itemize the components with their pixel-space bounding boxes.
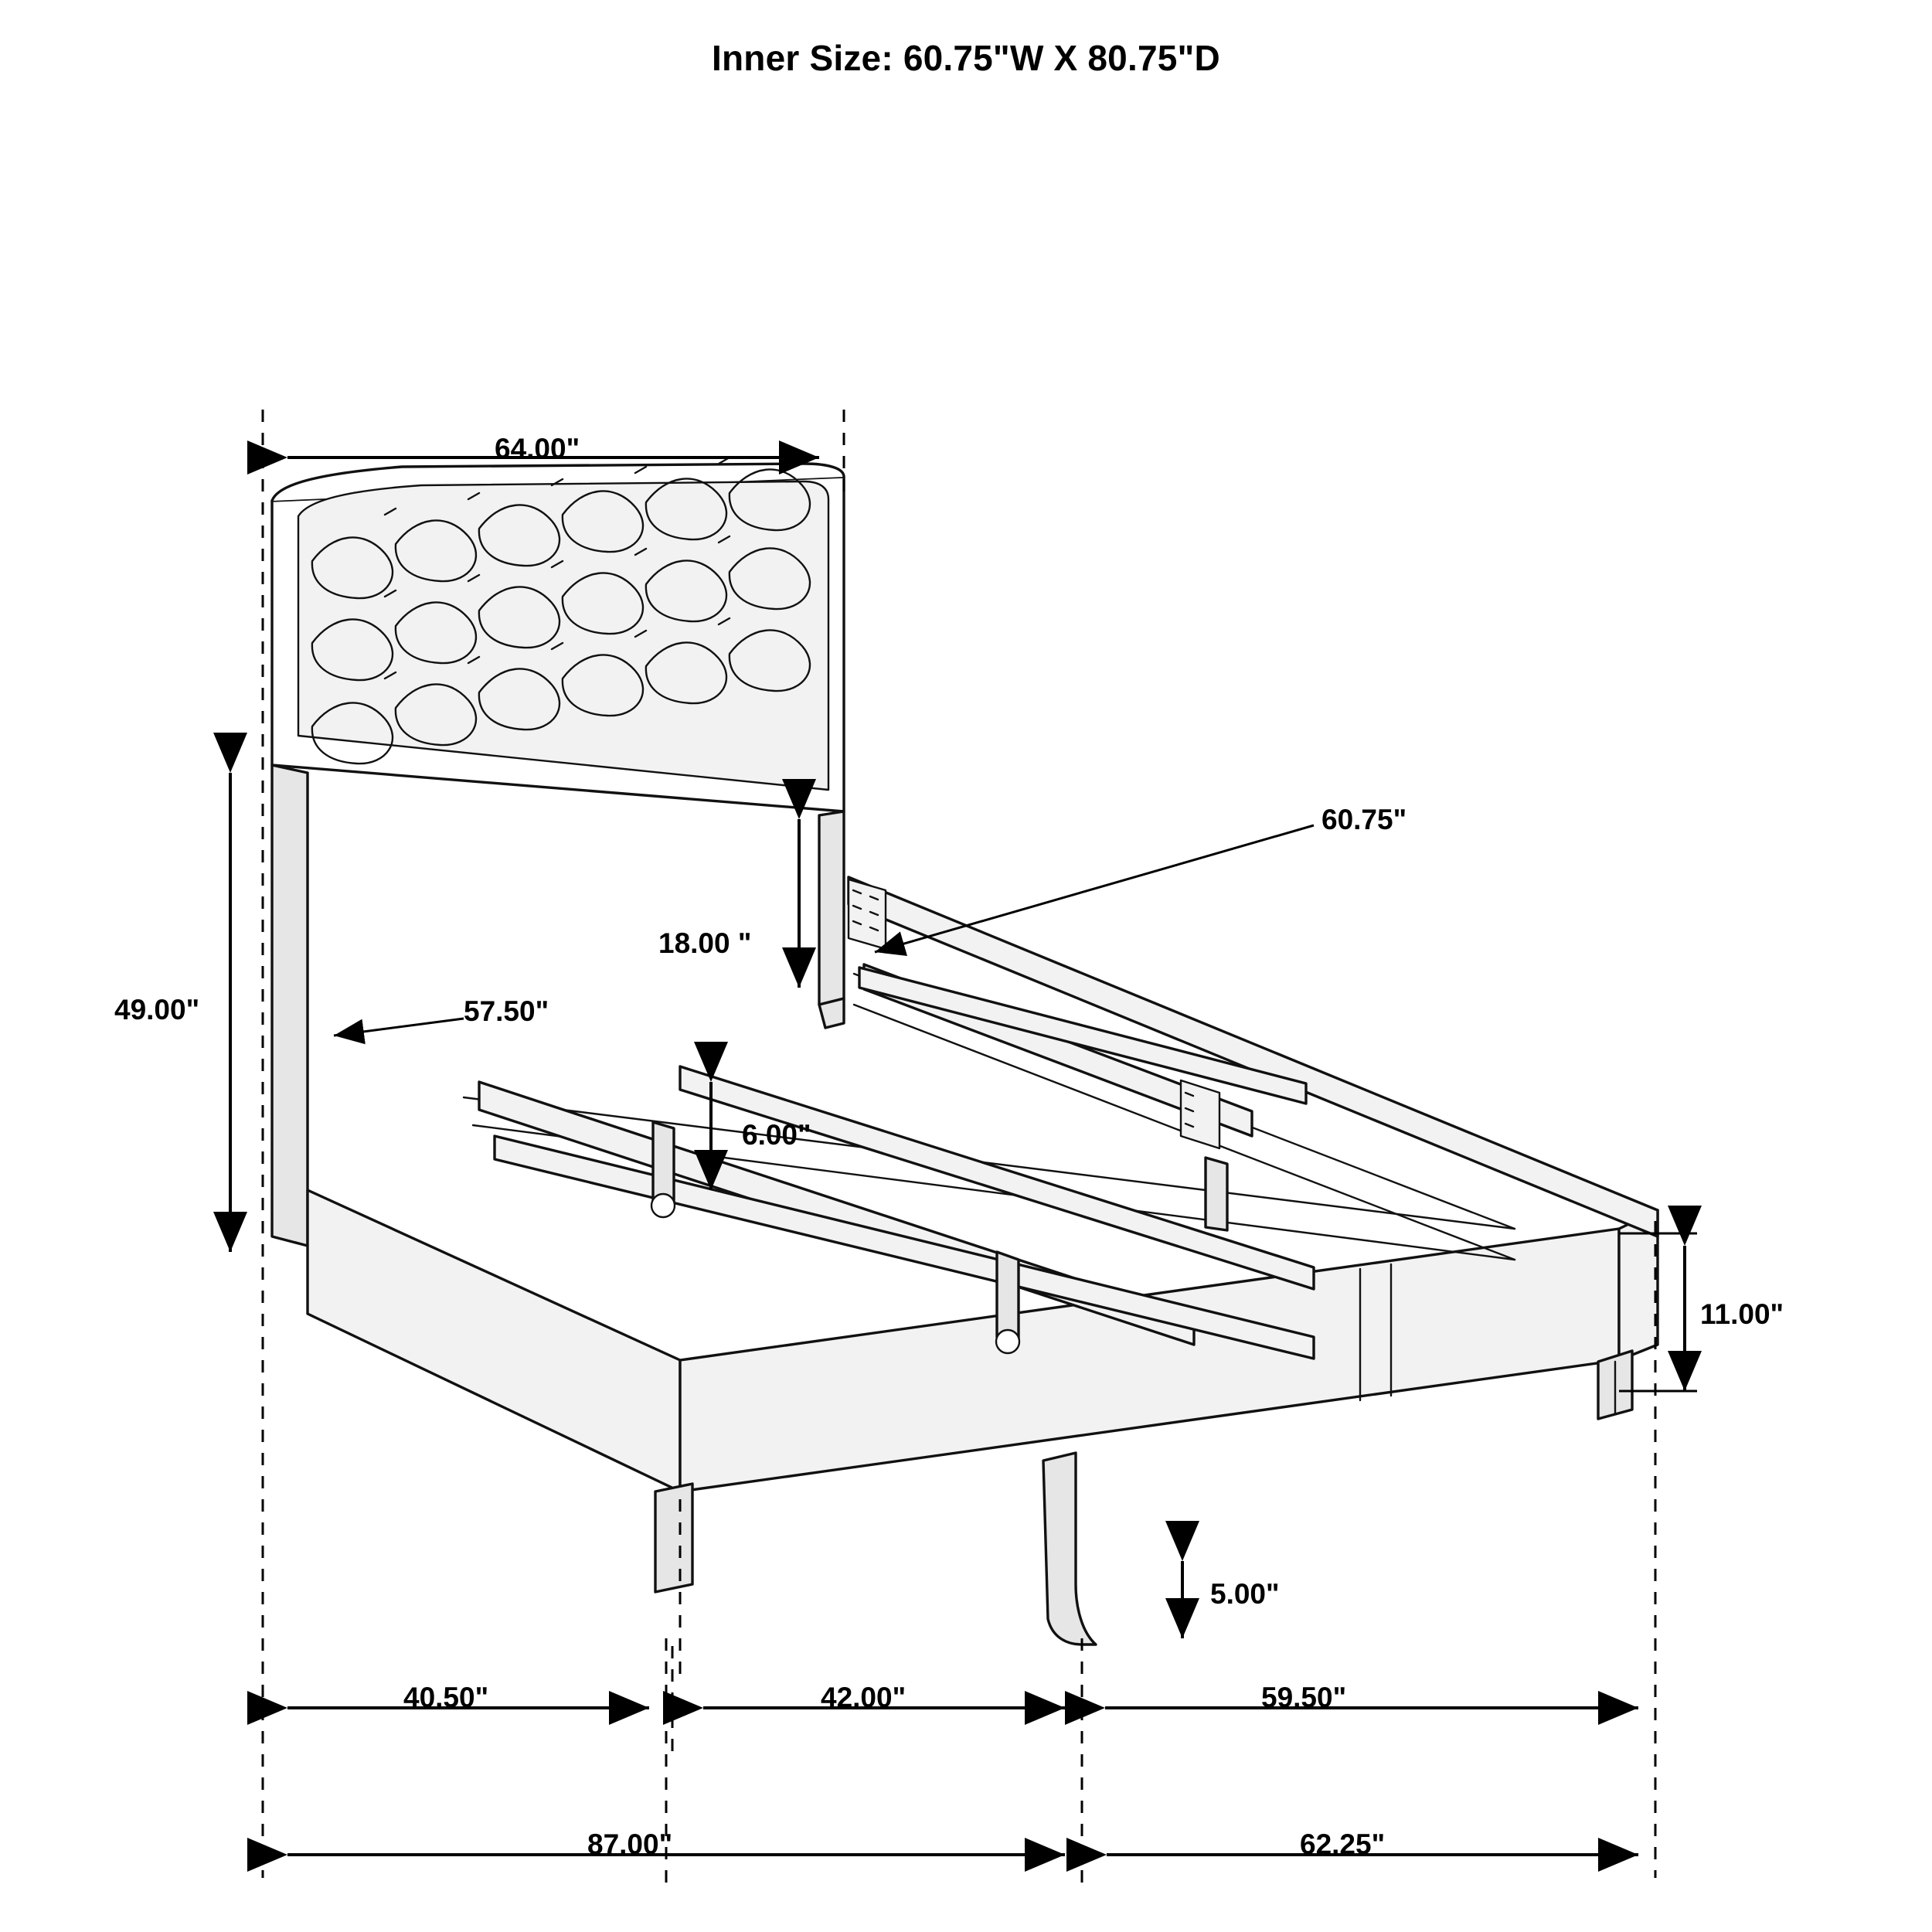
dim-label-64: 64.00" — [495, 433, 580, 464]
dim-label-62-25: 62.25" — [1300, 1828, 1386, 1860]
dim-label-5: 5.00" — [1210, 1578, 1280, 1610]
dim-label-42: 42.00" — [821, 1682, 906, 1713]
dim-label-59-5: 59.50" — [1261, 1682, 1347, 1713]
leader-60 — [875, 825, 1314, 952]
dim-label-49: 49.00" — [114, 994, 200, 1026]
leader-57 — [334, 1019, 464, 1036]
dim-label-11: 11.00" — [1700, 1298, 1784, 1330]
dim-label-57-5: 57.50" — [464, 995, 549, 1027]
page-title: Inner Size: 60.75"W X 80.75"D — [712, 38, 1220, 78]
bed-illustration — [272, 457, 1658, 1645]
dim-label-40-5: 40.50" — [403, 1682, 489, 1713]
dim-label-87: 87.00" — [587, 1828, 673, 1860]
dim-label-6: 6.00" — [742, 1119, 811, 1151]
dim-label-18: 18.00 " — [658, 927, 752, 959]
dim-label-60-75: 60.75" — [1321, 804, 1407, 835]
